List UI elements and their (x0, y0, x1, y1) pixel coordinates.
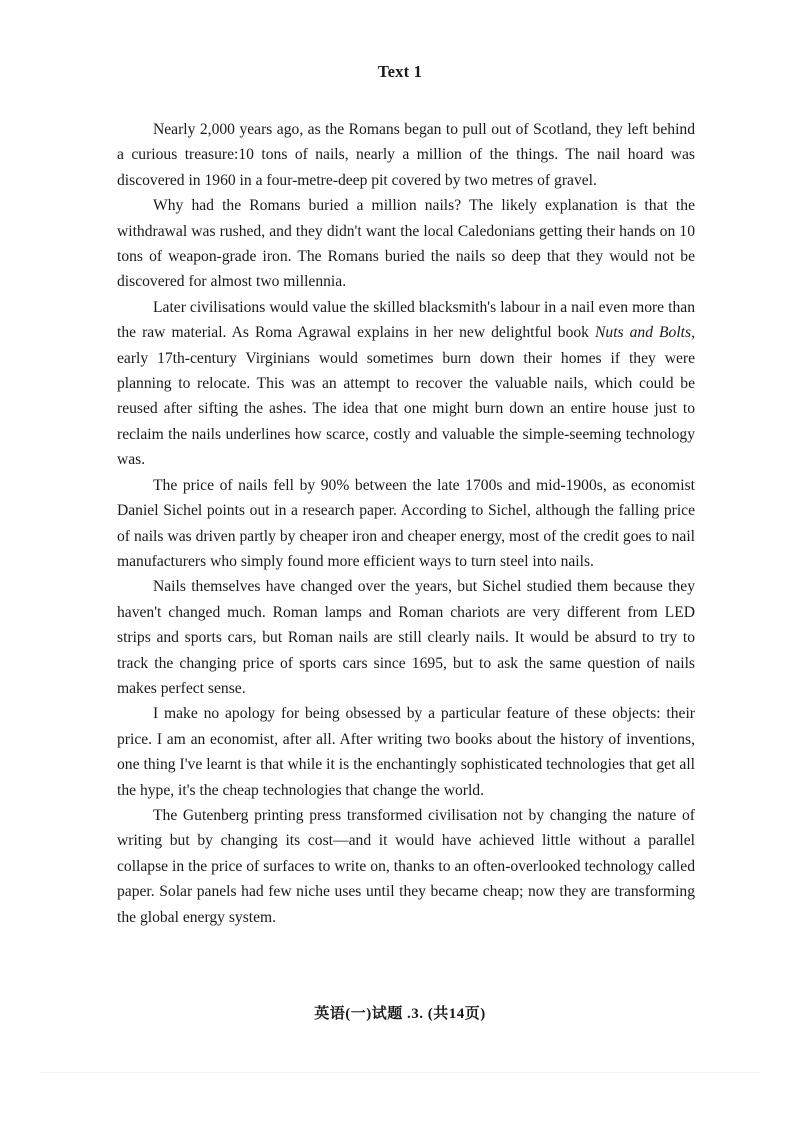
paragraph-text: Why had the Romans buried a million nails? The likely explanation is that the withdrawal was rushed, and they didn't want the local Caledonians getting their hands on 10 tons of weapon-grade iron. The Romans buried the nails so deep that they would not be discovered for almost two millennia. (117, 197, 695, 291)
paragraph-text: The Gutenberg printing press transformed civilisation not by changing the nature of writing but by changing its cost—and it would have achieved little without a parallel collapse in the price of surfaces to write on, thanks to an often-overlooked technology called paper. Solar panels had few niche uses until they became cheap; now they are transforming the global energy system. (117, 806, 695, 926)
paragraph (117, 473, 695, 575)
paragraph (117, 117, 695, 193)
paragraph-text: The price of nails fell by 90% between the late 1700s and mid-1900s, as economist Daniel Sichel points out in a research paper. According to Sichel, although the falling price of nails was driven partly by cheaper iron and cheaper energy, most of the credit goes to nail manufacturers who simply found more efficient ways to turn steel into nails. (117, 476, 695, 570)
paragraph-text: I make no apology for being obsessed by a particular feature of these objects: their price. I am an economist, after all. After writing two books about the history of inventions, one thing I've learnt is that while it is the enchantingly sophisticated technologies that get all the hype, it's the cheap technologies that change the world. (117, 705, 695, 799)
paragraph (117, 295, 695, 473)
paragraph (117, 803, 695, 930)
scan-artifact-line (40, 1072, 760, 1073)
paragraph-text: , early 17th-century Virginians would sometimes burn down their homes if they were planning to relocate. This was an attempt to recover the valuable nails, which could be reused after sifting the ashes. The idea that one might burn down an entire house just to reclaim the nails underlines how scarce, costly and valuable the simple-seeming technology was. (117, 324, 695, 469)
paragraph-text: Later civilisations would value the skilled blacksmith's labour in a nail even more than the raw material. As Roma Agrawal explains in her new delightful book (117, 298, 695, 342)
passage-body (117, 117, 695, 930)
book-title-italic: Nuts and Bolts (595, 324, 692, 342)
paragraph-text: Nearly 2,000 years ago, as the Romans began to pull out of Scotland, they left behind a curious treasure:10 tons of nails, nearly a million of the things. The nail hoard was discovered in 1960 in a four-metre-deep pit covered by two metres of gravel. (117, 121, 695, 189)
page-footer: 英语(一)试题 .3. (共14页) (314, 1006, 486, 1022)
paragraph (117, 574, 695, 701)
paragraph (117, 701, 695, 803)
paragraph-text: Nails themselves have changed over the years, but Sichel studied them because they haven't changed much. Roman lamps and Roman chariots are very different from LED strips and sports cars, but Roman nails are still clearly nails. It would be absurd to try to track the changing price of sports cars since 1695, but to ask the same question of nails makes perfect sense. (117, 578, 695, 697)
passage-title: Text 1 (377, 62, 423, 81)
paragraph (117, 193, 695, 295)
